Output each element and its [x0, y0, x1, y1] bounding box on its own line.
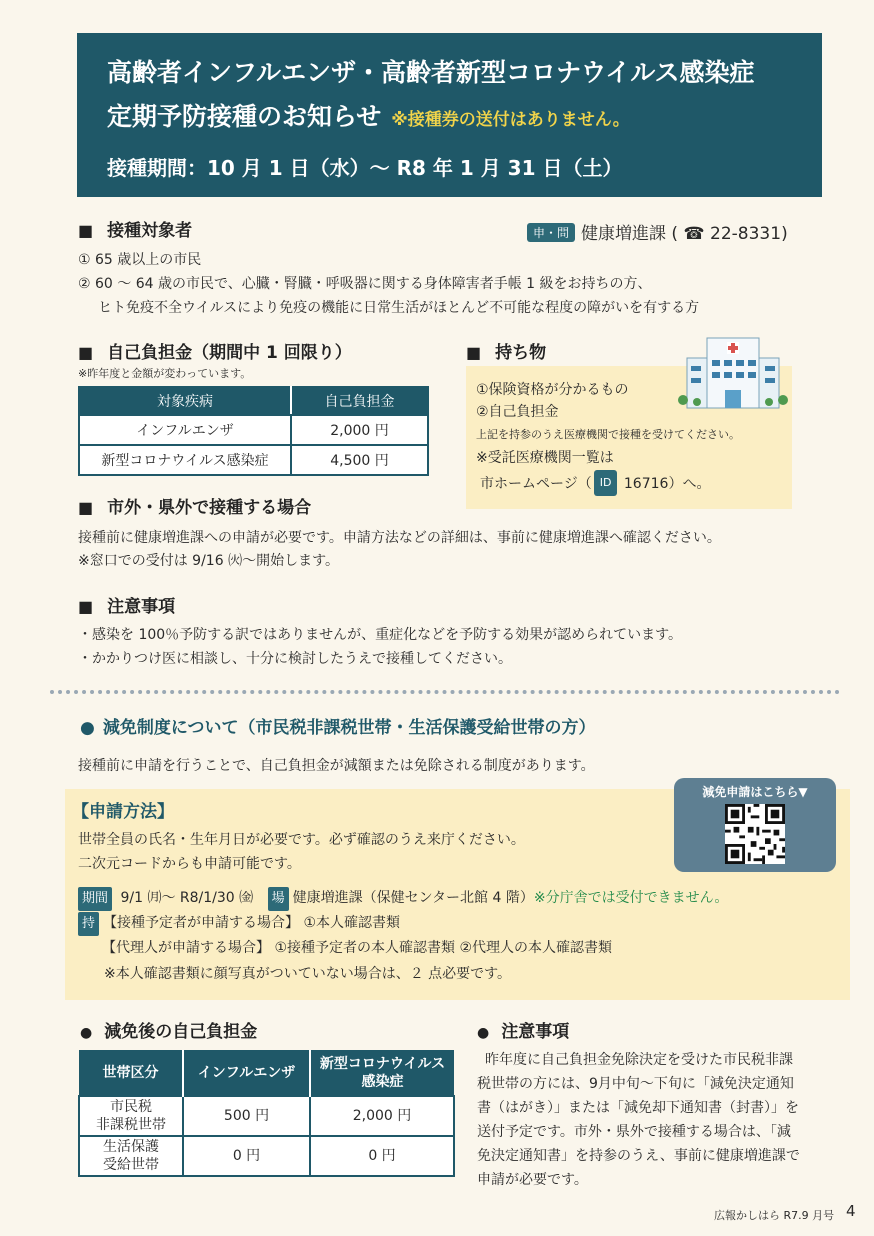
- table-row: [79, 415, 428, 445]
- after-fee-influenza-hikazei: 500 円: [183, 1096, 310, 1136]
- fee-disease-influenza: インフルエンザ: [79, 415, 291, 445]
- application-period-line: [78, 886, 728, 911]
- after-fee-category-seikatsu: 生活保護 受給世帯: [79, 1136, 183, 1176]
- qr-label: 減免申請はこちら▼: [702, 785, 808, 799]
- application-place-note: ※分庁舎では受付できません。: [533, 890, 729, 906]
- section-heading-caution2: ● 注意事項: [477, 1017, 569, 1042]
- mochimono-list-line2-b: 16716）へ。: [619, 476, 711, 492]
- after-fee-covid-hikazei: 2,000 円: [310, 1096, 454, 1136]
- section-heading-fee: ■ 自己負担金（期間中 1 回限り）: [78, 338, 352, 363]
- mochimono-list-line2-a: 市ホームページ（: [480, 476, 592, 492]
- page-title-line2-main: 定期予防接種のお知らせ: [107, 102, 382, 131]
- fee-disease-covid: 新型コロナウイルス感染症: [79, 445, 291, 475]
- section-heading-genmen: [80, 713, 596, 738]
- target-item-2: ② 60 ～ 64 歳の市民で、心臓・腎臓・呼吸器に関する身体障害者手帳 1 級をお持ちの方、: [78, 276, 652, 292]
- caution-line1: ・感染を 100％予防する訳ではありませんが、重症化などを予防する効果が認められています。: [78, 627, 683, 643]
- fee-table: [78, 386, 429, 476]
- genmen-intro: 接種前に申請を行うことで、自己負担金が減額または免除される制度があります。: [78, 758, 595, 774]
- fee-cost-covid: 4,500 円: [291, 445, 428, 475]
- mochimono-list-line2: [476, 470, 782, 496]
- period-tag: 期間: [78, 887, 112, 911]
- after-fee-table: [78, 1050, 455, 1177]
- application-line1: 世帯全員の氏名・生年月日が必要です。必ず確認のうえ来庁ください。: [78, 832, 525, 848]
- table-row: [79, 1096, 454, 1136]
- caution2-line: 申請が必要です。: [477, 1172, 588, 1188]
- after-fee-header-row: [79, 1050, 454, 1096]
- application-place: 健康増進課（保健センター北館 4 階）: [292, 890, 534, 906]
- hospital-icon: [677, 330, 789, 412]
- outside-line2: ※窓口での受付は 9/16 ㈫～開始します。: [78, 553, 339, 569]
- caution2-line: 書（はがき）」または「減免却下通知書（封書）」を: [477, 1100, 799, 1116]
- contact-text: 健康増進課 ( ☎ 22-8331): [581, 224, 788, 244]
- after-fee-header-covid: 新型コロナウイルス感染症: [310, 1050, 454, 1096]
- mochimono-list-line1: ※受託医療機関一覧は: [476, 450, 614, 466]
- id-badge: ID: [594, 470, 618, 496]
- bring-tag: 持: [78, 912, 99, 936]
- section-heading-caution: ■ 注意事項: [78, 592, 175, 617]
- qr-code[interactable]: [725, 804, 785, 864]
- caution2-line: 昨年度に自己負担金免除決定を受けた市民税非課: [485, 1052, 793, 1068]
- page-title-line1: 高齢者インフルエンザ・高齢者新型コロナウイルス感染症: [107, 58, 755, 87]
- fee-cost-influenza: 2,000 円: [291, 415, 428, 445]
- table-row: [79, 445, 428, 475]
- section-heading-target: ■ 接種対象者: [78, 216, 192, 241]
- caution2-line: 免決定通知書」を持参のうえ、事前に健康増進課で: [477, 1148, 800, 1164]
- title-note: ※接種券の送付はありません。: [391, 110, 630, 130]
- table-row: [79, 1136, 454, 1176]
- dotted-divider: [50, 690, 840, 694]
- fee-table-header-row: [79, 387, 428, 415]
- application-line2: 二次元コードからも申請可能です。: [78, 856, 301, 872]
- fee-table-header-disease: 対象疾病: [79, 387, 291, 415]
- contact-info: [527, 219, 788, 244]
- application-heading: 【申請方法】: [72, 802, 174, 822]
- qr-box[interactable]: [674, 778, 836, 872]
- section-heading-after-fee: ● 減免後の自己負担金: [80, 1017, 257, 1042]
- application-bring1: 【接種予定者が申請する場合】 ①本人確認書類: [103, 915, 401, 931]
- bullet-icon: ●: [80, 718, 95, 738]
- after-fee-covid-seikatsu: 0 円: [310, 1136, 454, 1176]
- after-fee-category-hikazei: 市民税 非課税世帯: [79, 1096, 183, 1136]
- caution2-line: 送付予定です。市外・県外で接種する場合は、「減: [477, 1124, 791, 1140]
- footer-publication: 広報かしはら R7.9 月号: [714, 1209, 835, 1222]
- vaccination-period: 接種期間：10 月 1 日（水）～ R8 年 1 月 31 日（土）: [107, 156, 623, 180]
- caution2-body: [477, 1048, 837, 1192]
- after-fee-header-influenza: インフルエンザ: [183, 1050, 310, 1096]
- after-fee-influenza-seikatsu: 0 円: [183, 1136, 310, 1176]
- target-item-1: ① 65 歳以上の市民: [78, 252, 202, 268]
- application-bring-line1: [78, 911, 400, 936]
- application-bring2: 【代理人が申請する場合】 ①接種予定者の本人確認書類 ②代理人の本人確認書類: [102, 940, 612, 956]
- mochimono-item-1: ①保険資格が分かるもの: [476, 382, 629, 398]
- caution2-line: 税世帯の方には、9月中旬～下旬に「減免決定通知: [477, 1076, 794, 1092]
- application-period: 9/1 ㈪～ R8/1/30 ㈮: [116, 890, 254, 906]
- fee-note: ※昨年度と金額が変わっています。: [78, 367, 252, 380]
- fee-table-header-cost: 自己負担金: [291, 387, 428, 415]
- mochimono-item-2: ②自己負担金: [476, 404, 559, 420]
- section-heading-mochimono: ■ 持ち物: [466, 338, 546, 363]
- genmen-heading-text: 減免制度について（市民税非課税世帯・生活保護受給世帯の方）: [102, 718, 596, 738]
- page-number: 4: [846, 1202, 856, 1220]
- qr-code-icon: [725, 804, 785, 864]
- page-title-line2: [107, 95, 792, 142]
- mochimono-note: 上記を持参のうえ医療機関で接種を受けてください。: [476, 428, 740, 441]
- caution-line2: ・かかりつけ医に相談し、十分に検討したうえで接種してください。: [78, 651, 512, 667]
- header-banner: [77, 33, 822, 197]
- application-bring3: ※本人確認書類に顔写真がついていない場合は、２ 点必要です。: [104, 966, 512, 982]
- place-tag: 場: [268, 887, 289, 911]
- section-heading-outside: ■ 市外・県外で接種する場合: [78, 493, 311, 518]
- contact-badge: 申・問: [527, 223, 575, 242]
- after-fee-header-category: 世帯区分: [79, 1050, 183, 1096]
- outside-line1: 接種前に健康増進課への申請が必要です。申請方法などの詳細は、事前に健康増進課へ確認ください。: [78, 530, 721, 546]
- target-item-2-cont: ヒト免疫不全ウイルスにより免疫の機能に日常生活がほとんど不可能な程度の障がいを有する方: [98, 300, 700, 316]
